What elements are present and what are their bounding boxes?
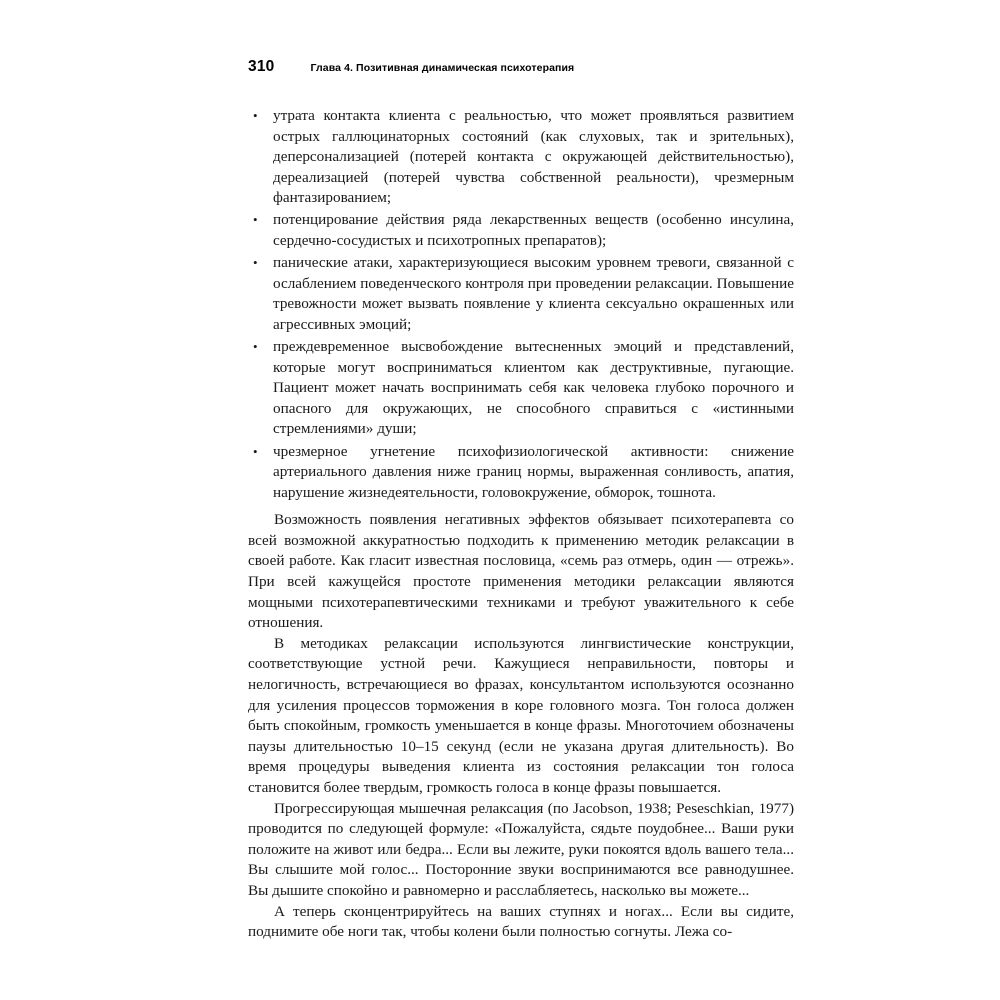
list-item-text: утрата контакта клиента с реальностью, что может проявляться развитием острых галлюцинаторных состояний (как слуховых, так и зрительных), деперсонализацией (потерей контакта с окружающей действительностью), дереализацией (потерей чувства собственной реальности), чрезмерным фантазированием; [273, 107, 794, 207]
list-item [248, 253, 794, 335]
list-item [248, 210, 794, 251]
page-number: 310 [248, 58, 275, 75]
list-item-text: чрезмерное угнетение психофизиологической активности: снижение артериального давления ниже границ нормы, выраженная сонливость, апатия, нарушение жизнедеятельности, головокружение, обморок, тошнота. [273, 442, 794, 501]
body-text [248, 510, 794, 942]
bullet-icon: • [253, 255, 258, 271]
bullet-icon: • [253, 108, 258, 123]
page-header [248, 58, 794, 76]
bullet-icon: • [253, 339, 258, 355]
paragraph: В методиках релаксации используются лингвистические конструкции, соответствующие устной речи. Кажущиеся неправильности, повторы и нелогичность, встречающиеся во фразах, консультантом используются осознанно для усиления процессов торможения в коре головного мозга. Тон голоса должен быть спокойным, громкость уменьшается в конце фразы. Многоточием обозначены паузы длительностью 10–15 секунд (если не указана другая длительность). Во время процедуры выведения клиента из состояния релаксации тон голоса становится более твердым, громкость голоса в конце фразы повышается. [248, 634, 794, 796]
paragraph: Возможность появления негативных эффектов обязывает психотерапевта со всей возможной аккуратностью подходить к применению методик релаксации в своей работе. Как гласит известная пословица, «семь раз отмерь, один — отрежь». При всей кажущейся простоте применения методики релаксации являются мощными психотерапевтическими техниками и требуют уважительного к себе отношения. [248, 511, 794, 632]
bullet-list [248, 106, 794, 503]
bullet-icon: • [253, 212, 258, 228]
list-item-text: потенцирование действия ряда лекарственных веществ (особенно инсулина, сердечно-сосудистых и психотропных препаратов); [273, 211, 794, 250]
paragraph: Прогрессирующая мышечная релаксация (по Jacobson, 1938; Peseschkian, 1977) проводится по следующей формуле: «Пожалуйста, сядьте поудобнее... Ваши руки положите на живот или бедра... Если вы лежите, руки покоятся вдоль вашего тела... Вы слышите мой голос... Посторонние звуки воспринимаются все равнодушнее. Вы дышите спокойно и равномерно и расслабляетесь, насколько вы можете... [248, 799, 794, 899]
list-item [248, 337, 794, 440]
list-item [248, 106, 794, 209]
list-item-text: преждевременное высвобождение вытесненных эмоций и представлений, которые могут восприниматься клиентом как деструктивные, пугающие. Пациент может начать воспринимать себя как человека глубоко порочного и опасного для окружающих, не способного справиться с «истинными стремлениями» души; [273, 338, 794, 438]
list-item [248, 442, 794, 504]
bullet-icon: • [253, 443, 258, 459]
paragraph: А теперь сконцентрируйтесь на ваших ступнях и ногах... Если вы сидите, поднимите обе ноги так, чтобы колени были полностью согнуты. Лежа со- [248, 902, 794, 941]
page-content [248, 58, 794, 943]
list-item-text: панические атаки, характеризующиеся высоким уровнем тревоги, связанной с ослаблением поведенческого контроля при проведении релаксации. Повышение тревожности может вызвать появление у клиента сексуально окрашенных или агрессивных эмоций; [273, 254, 794, 333]
running-title: Глава 4. Позитивная динамическая психотерапия [310, 62, 575, 74]
